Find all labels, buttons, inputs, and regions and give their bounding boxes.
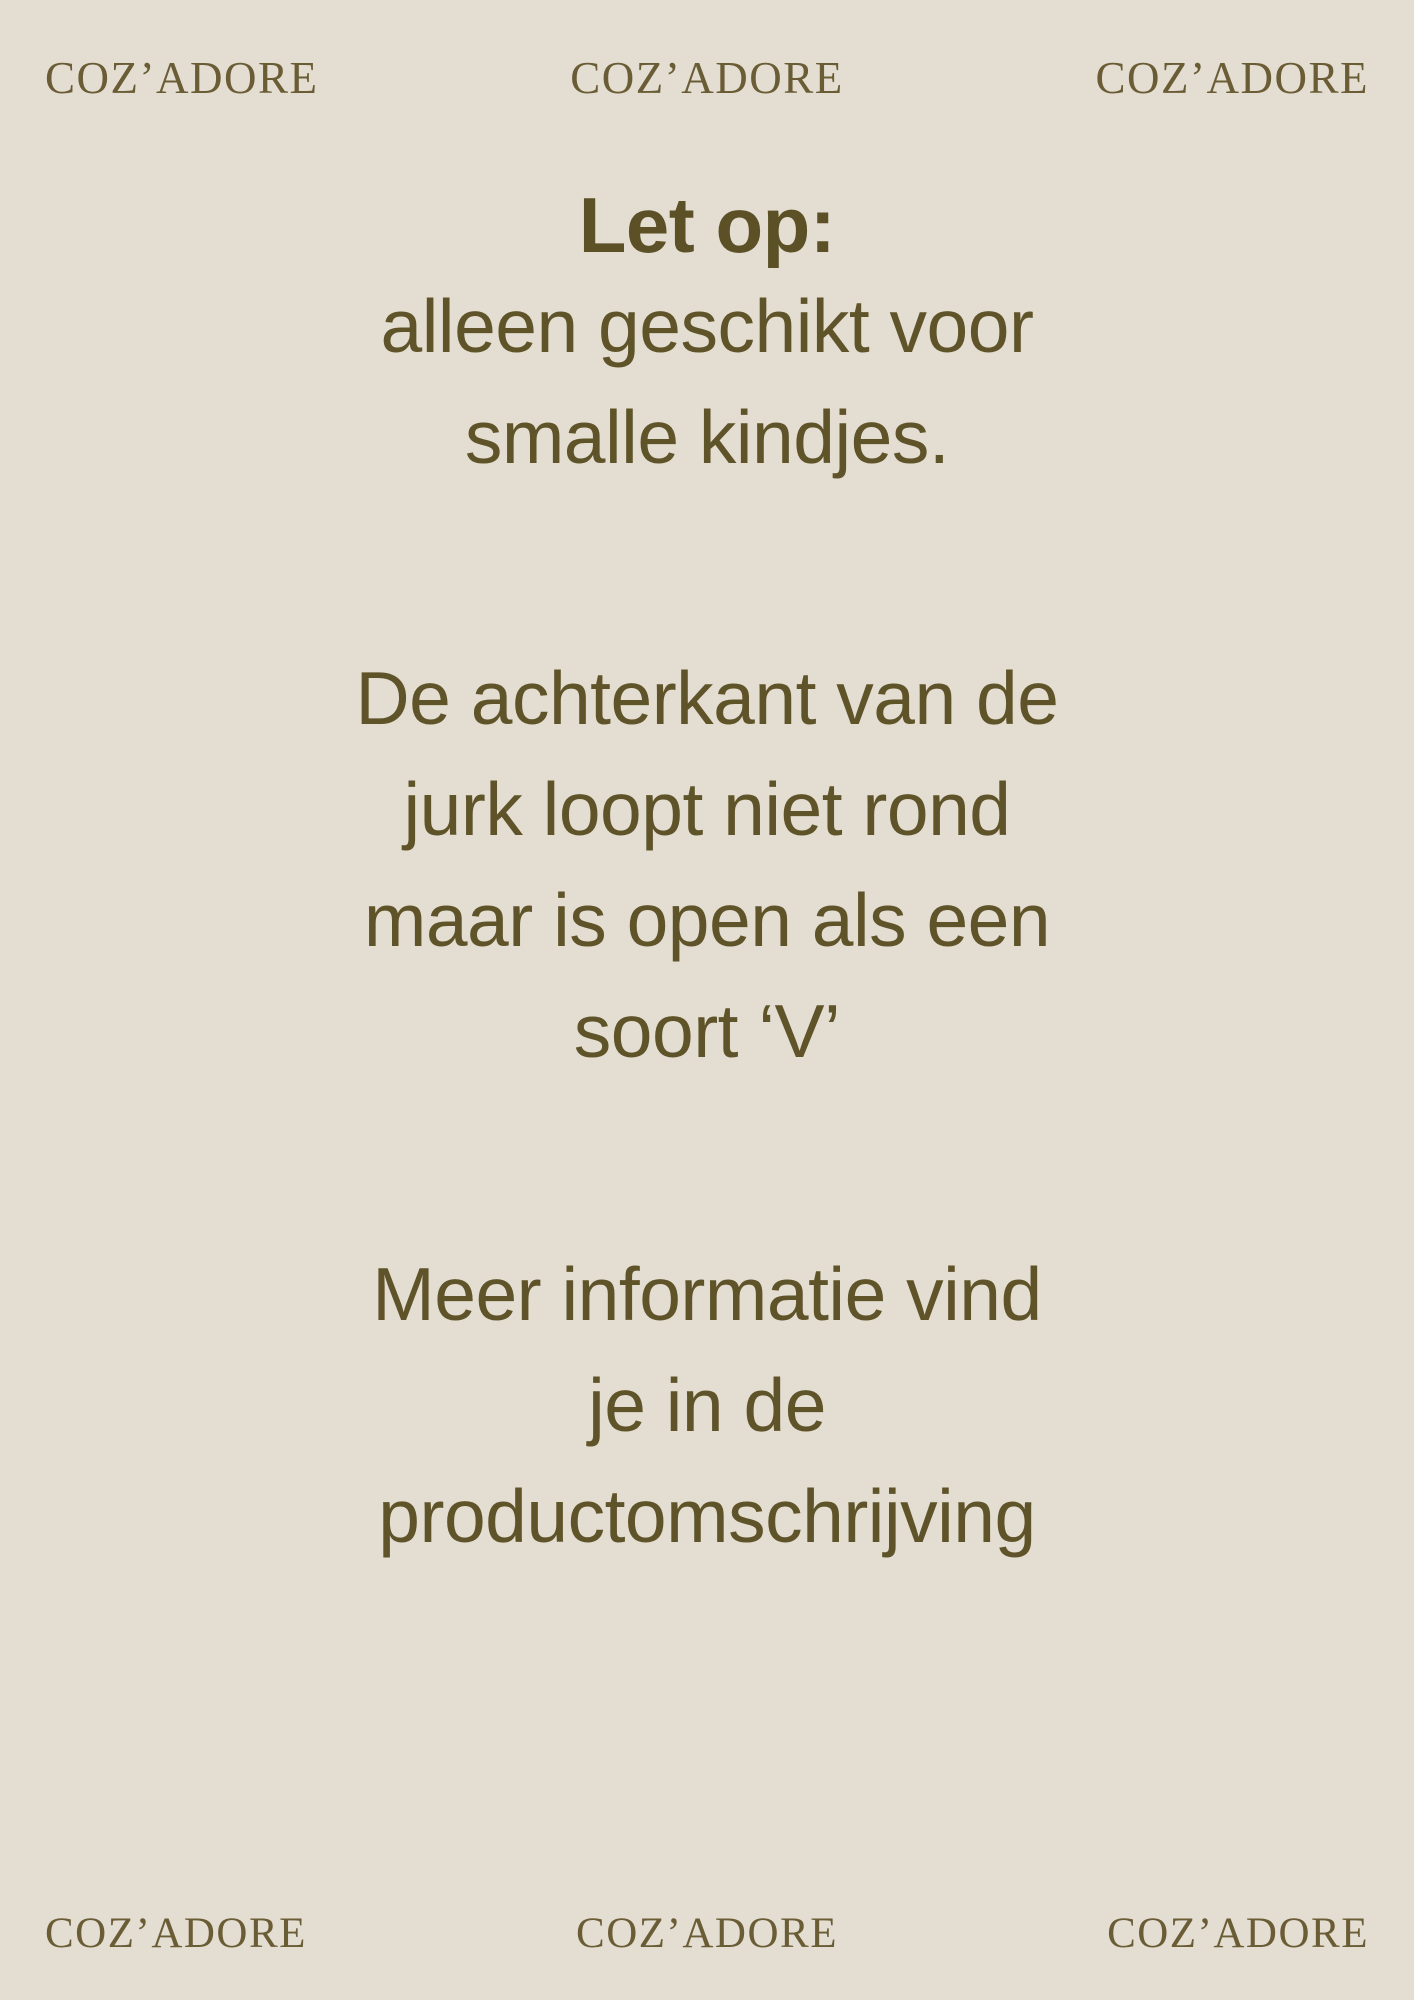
watermark-bottom-left: COZ’ADORE — [45, 1910, 307, 1957]
paragraph-more-info-line-3: productomschrijving — [378, 1474, 1036, 1559]
watermark-row-top — [0, 0, 1414, 104]
paragraph-back-design — [356, 643, 1059, 1087]
paragraph-sizing-note-line-2: smalle kindjes. — [464, 395, 950, 480]
main-content — [0, 104, 1414, 1909]
watermark-row-bottom — [0, 1909, 1414, 2000]
watermark-bottom-center: COZ’ADORE — [576, 1910, 838, 1957]
watermark-top-right: COZ’ADORE — [1095, 53, 1369, 103]
paragraph-more-info-line-1: Meer informatie vind — [372, 1252, 1042, 1337]
paragraph-sizing-note — [381, 271, 1034, 493]
page-title: Let op: — [578, 181, 836, 269]
paragraph-back-design-line-3: maar is open als een — [363, 878, 1051, 963]
paragraph-back-design-line-2: jurk loopt niet rond — [403, 767, 1011, 852]
paragraph-back-design-line-4: soort ‘V’ — [573, 989, 841, 1074]
watermark-top-left: COZ’ADORE — [45, 53, 319, 103]
paragraph-more-info — [372, 1239, 1041, 1572]
watermark-bottom-right: COZ’ADORE — [1107, 1910, 1369, 1957]
watermark-top-center: COZ’ADORE — [570, 53, 844, 103]
paragraph-sizing-note-line-1: alleen geschikt voor — [380, 284, 1034, 369]
paragraph-back-design-line-1: De achterkant van de — [355, 656, 1059, 741]
paragraph-more-info-line-2: je in de — [588, 1363, 826, 1448]
